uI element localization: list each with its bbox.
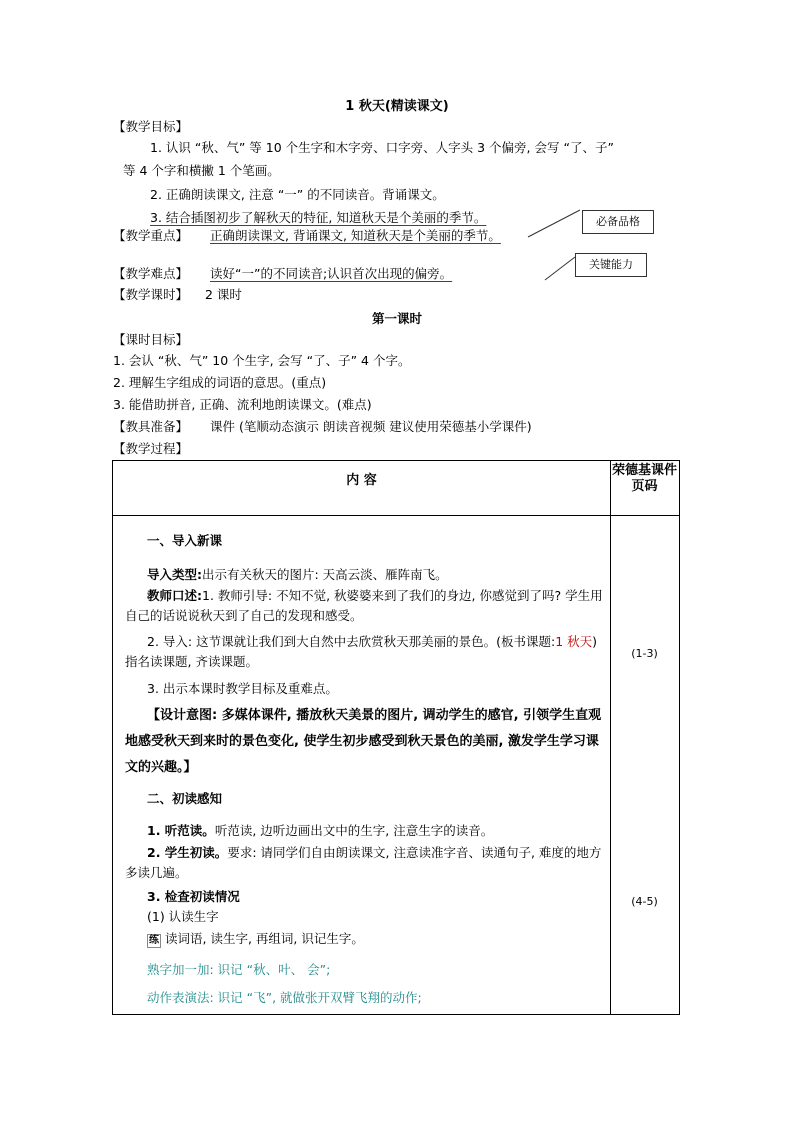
intro-step-3: 3. 出示本课时教学目标及重难点。 — [147, 681, 338, 696]
intro-label: 导入类型: — [147, 567, 202, 582]
method-add-familiar: 熟字加一加: 识记 “秋、叶、 会”; — [147, 962, 331, 977]
listen-label: 1. 听范读。 — [147, 823, 215, 838]
objectives-heading: 【教学目标】 — [113, 119, 189, 134]
page-range-1: (1-3) — [631, 647, 658, 660]
design-intent: 【设计意图: 多媒体课件, 播放秋天美景的图片, 调动学生的感官, 引领学生直观地感受秋天到来时的景色变化, 使学生初步感受到秋天景色的美丽, 激发学生学习课文的兴趣。】 — [125, 708, 602, 775]
student-label: 2. 学生初读。 — [147, 845, 228, 860]
practice-text: 读词语, 读生字, 再组词, 识记生字。 — [165, 931, 364, 946]
difficulties-text: 读好“一”的不同读音;认识首次出现的偏旁。 — [210, 266, 453, 281]
check-reading: 3. 检查初读情况 — [147, 889, 240, 904]
callout-key-ability: 关键能力 — [575, 253, 647, 277]
lesson-objectives-heading: 【课时目标】 — [113, 332, 189, 347]
key-points-text: 正确朗读课文, 背诵课文, 知道秋天是个美丽的季节。 — [210, 228, 501, 243]
section-title: 第一课时 — [371, 311, 422, 326]
listen-reading — [147, 821, 627, 841]
table-header-divider — [113, 515, 679, 516]
objective-2: 2. 正确朗读课文, 注意 “一” 的不同读音。背诵课文。 — [150, 187, 445, 202]
page-title: 1 秋天(精读课文) — [345, 99, 449, 114]
method-action-performance: 动作表演法: 识记 “飞”, 就做张开双臂飞翔的动作; — [147, 990, 422, 1005]
teacher-narration — [125, 586, 605, 626]
table-header-content: 内 容 — [346, 473, 377, 488]
lesson-objective-2: 2. 理解生字组成的词语的意思。(重点) — [113, 375, 327, 390]
lesson-process-table — [112, 460, 680, 1015]
listen-text: 听范读, 边听边画出文中的生字, 注意生字的读音。 — [214, 823, 494, 838]
lesson-objective-3: 3. 能借助拼音, 正确、流利地朗读课文。(难点) — [113, 397, 372, 412]
teacher-text: 1. 教师引导: 不知不觉, 秋婆婆来到了我们的身边, 你感觉到了吗? 学生用自己的话说说秋天到了自己的发现和感受。 — [125, 588, 603, 623]
step2-board-title: 1 秋天 — [555, 634, 593, 649]
prep-label: 【教具准备】 — [113, 419, 189, 434]
practice-line — [147, 929, 627, 949]
student-reading — [125, 843, 605, 883]
callout-line-1 — [528, 210, 580, 237]
recognize-characters: (1) 认读生字 — [147, 909, 219, 924]
table-header-page: 荣德基课件页码 — [611, 463, 677, 494]
step2-a: 2. 导入: 这节课就让我们到大自然中去欣赏秋天那美丽的景色。(板书课题: — [147, 634, 556, 649]
objective-1-line2: 等 4 个字和横撇 1 个笔画。 — [123, 163, 280, 178]
prep-text: 课件 (笔顺动态演示 朗读音视频 建议使用荣德基小学课件) — [210, 419, 532, 434]
objective-3: 3. 结合插图初步了解秋天的特征, 知道秋天是个美丽的季节。 — [150, 210, 487, 225]
intro-type — [147, 565, 627, 585]
lesson-objective-1: 1. 会认 “秋、气” 10 个生字, 会写 “了、子” 4 个字。 — [113, 353, 411, 368]
callout-line-2 — [545, 257, 575, 280]
student-text: 要求: 请同学们自由朗读课文, 注意读准字音、读通句子, 难度的地方多读几遍。 — [125, 845, 602, 880]
process-heading: 【教学过程】 — [113, 441, 189, 456]
objective-1-line1: 1. 认识 “秋、气” 等 10 个生字和木字旁、口字旁、人字头 3 个偏旁, 会写 “了、子” — [150, 140, 614, 155]
difficulties-label: 【教学难点】 — [113, 266, 189, 281]
hours-text: 2 课时 — [205, 287, 242, 302]
teacher-label: 教师口述: — [147, 588, 202, 603]
step2-b: ) 指名读课题, 齐读课题。 — [125, 634, 598, 669]
practice-icon: 练 — [149, 935, 159, 946]
section-2-title: 二、初读感知 — [147, 791, 223, 806]
page-range-2: (4-5) — [631, 895, 658, 908]
hours-label: 【教学课时】 — [113, 287, 189, 302]
key-points-label: 【教学重点】 — [113, 228, 189, 243]
section-1-title: 一、导入新课 — [147, 533, 223, 548]
intro-step-2 — [125, 632, 605, 672]
intro-text: 出示有关秋天的图片: 天高云淡、雁阵南飞。 — [202, 567, 448, 582]
callout-must-have-character: 必备品格 — [582, 210, 654, 234]
